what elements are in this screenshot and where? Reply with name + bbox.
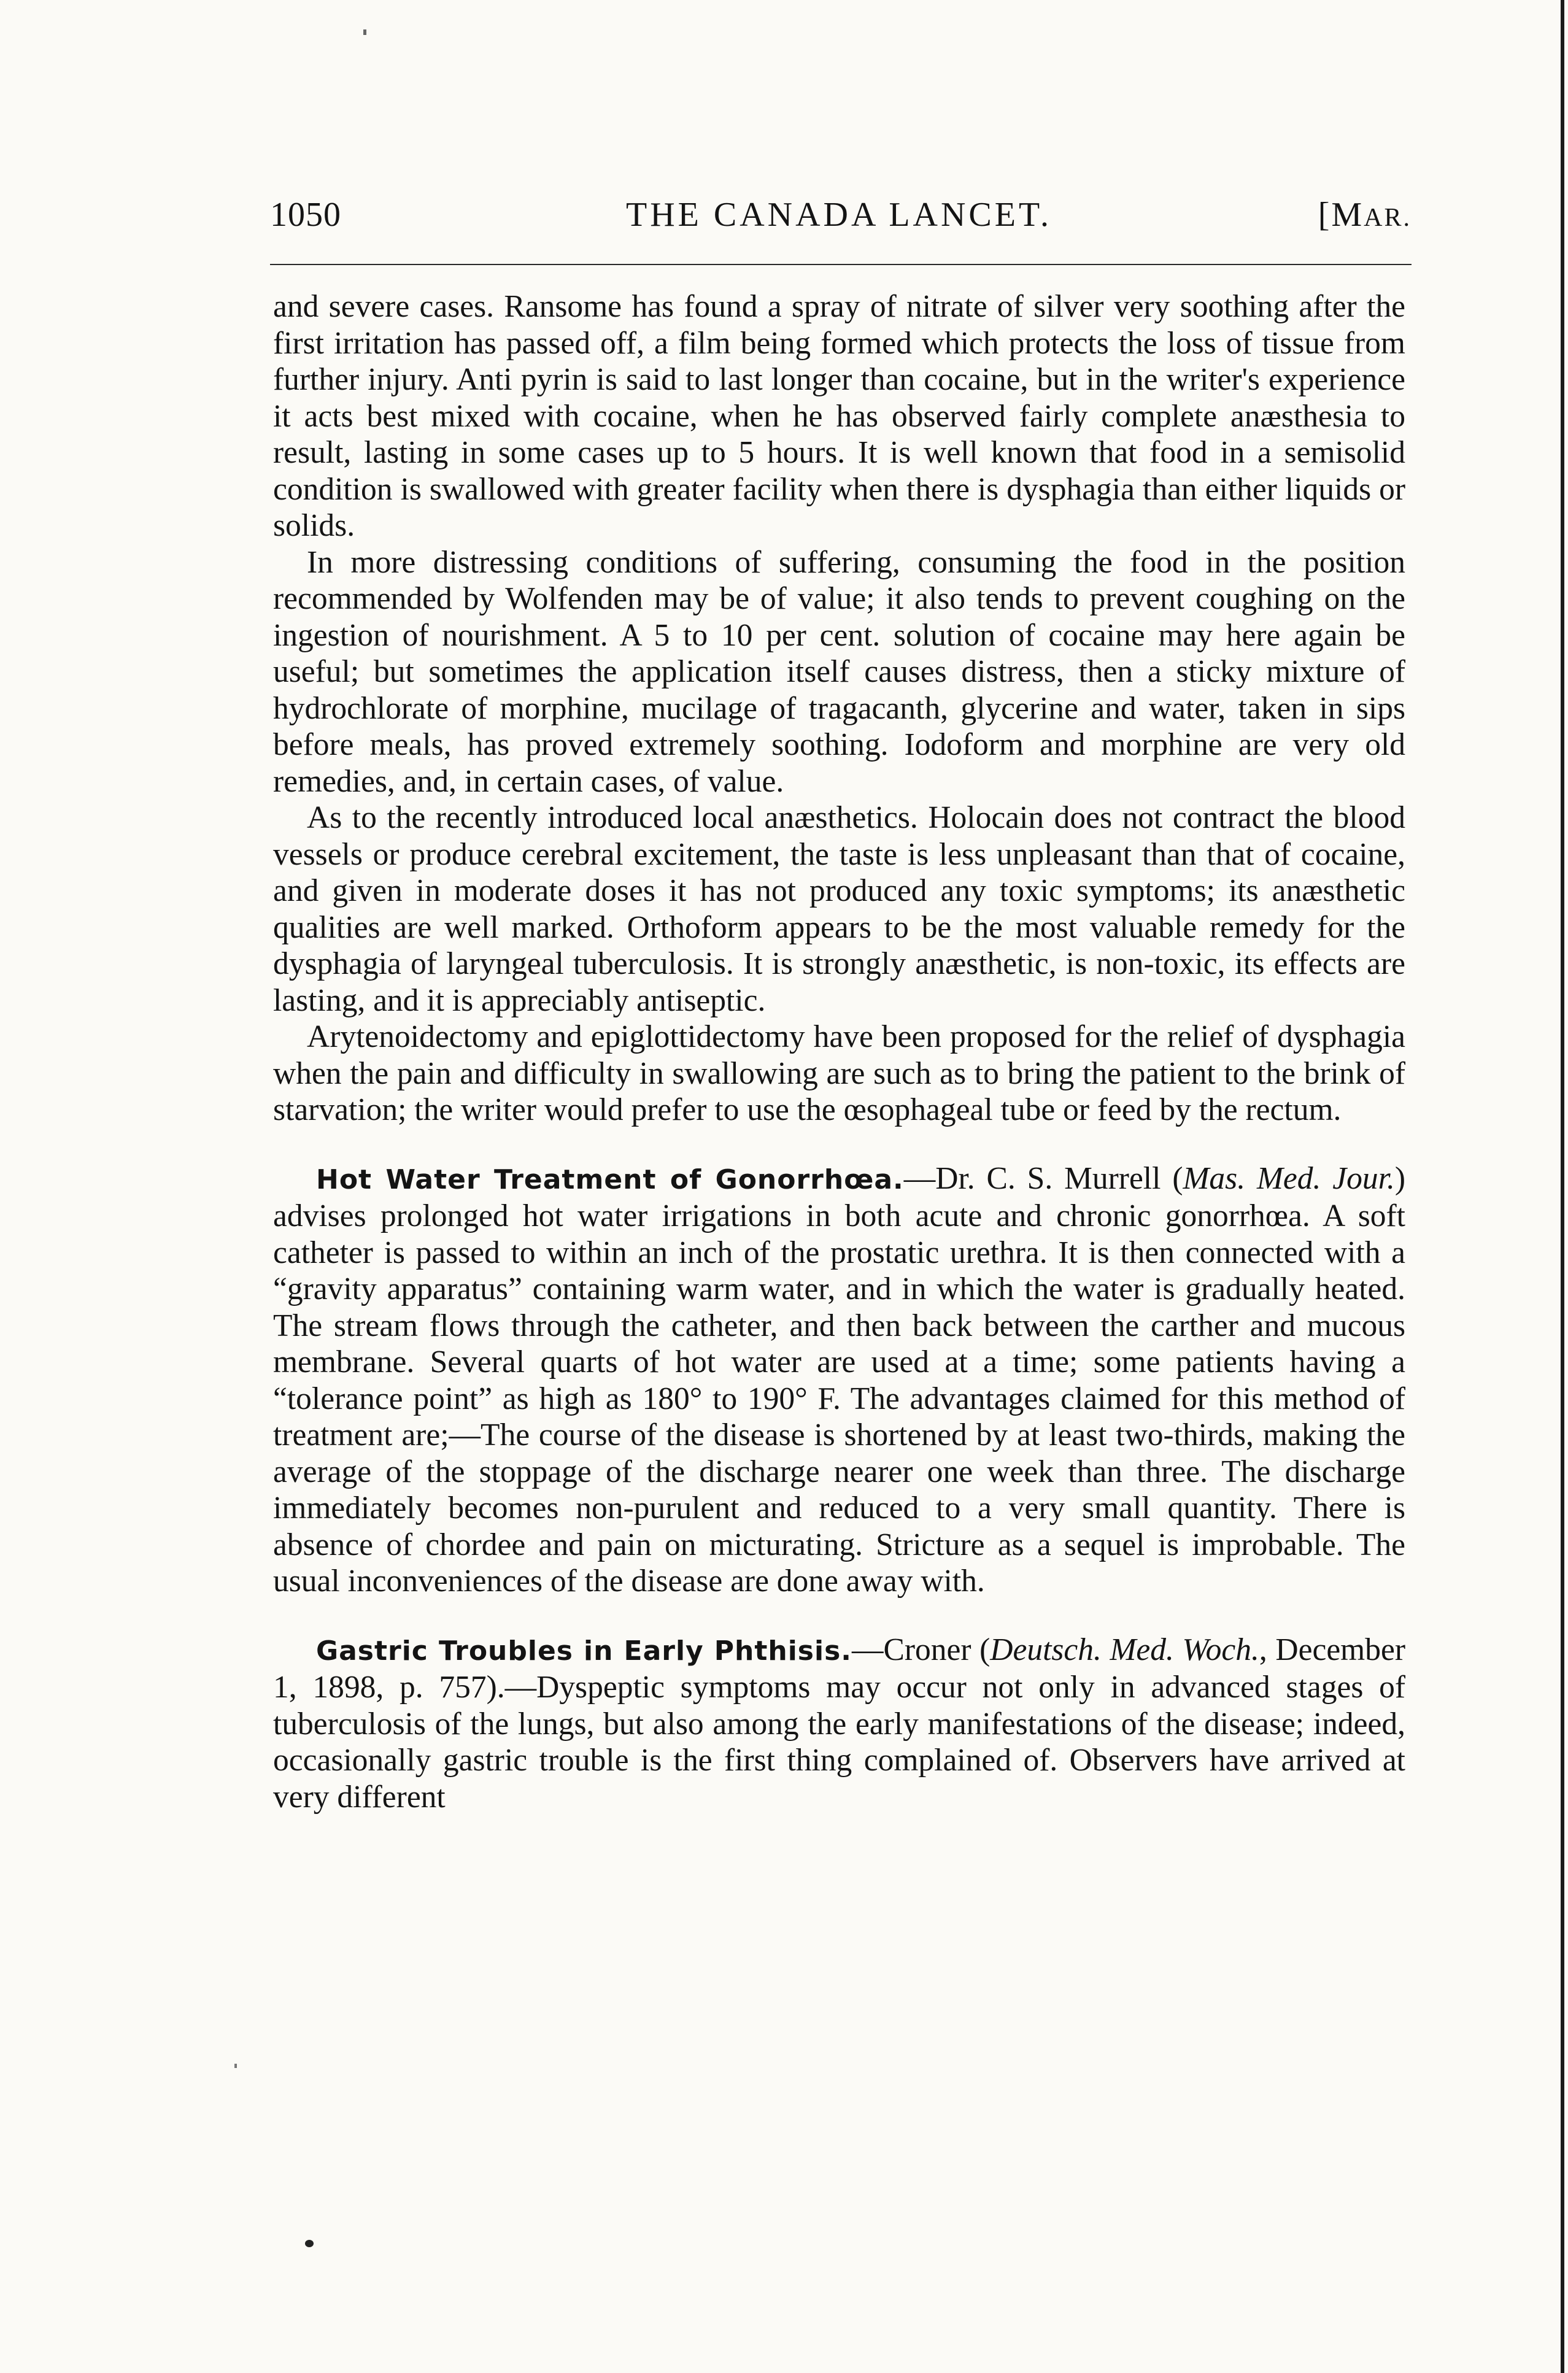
article-body — [273, 288, 1405, 1815]
journal-title: THE CANADA LANCET. — [626, 196, 1052, 234]
article-hot-water-treatment — [273, 1160, 1405, 1600]
ink-speck — [234, 2064, 237, 2068]
author-citation: —Dr. C. S. Murrell ( — [903, 1160, 1183, 1196]
section-text: , December 1, 1898, p. 757).—Dyspeptic symptoms may occur not only in advanced stages of tuberculosis of the lungs, but also among the early manifestations of the disease; indeed, occasionally gastric trouble is the first thing complained of. Observers have arrived at very different — [273, 1632, 1405, 1815]
paragraph: As to the recently introduced local anæsthetics. Holocain does not contract the blood vessels or produce cerebral excitement, the taste is less unpleasant than that of cocaine, and given in moderate doses it has not produced any toxic symptoms; its anæsthetic qualities are well marked. Orthoform appears to be the most valuable remedy for the dysphagia of laryngeal tuberculosis. It is strongly anæsthetic, is non-toxic, its effects are lasting, and it is appreciably antiseptic. — [273, 800, 1405, 1018]
author-citation: —Croner ( — [851, 1632, 991, 1667]
section-text: advises prolonged hot water irrigations in both acute and chronic gonorrhœa. A soft catheter is passed to within an inch of the prostatic urethra. It is then connected with a “gravity apparatus” containing warm water, and in which the water is gradually heated. The stream flows through the catheter, and then back between the carther and mucous membrane. Several quarts of hot water are used at a time; some patients having a “tolerance point” as high as 180° to 190° F. The advantages claimed for this method of treatment are;—The course of the disease is shortened by at least two-thirds, making the average of the stoppage of the discharge nearer one week than three. The discharge immediately becomes non-purulent and reduced to a very small quantity. There is absence of chordee and pain on micturating. Stricture as a sequel is improbable. The usual inconveniences of the disease are done away with. — [273, 1198, 1405, 1599]
source-journal: Mas. Med. Jour. — [1183, 1160, 1395, 1196]
page-header — [270, 195, 1412, 250]
issue-month — [1318, 195, 1412, 234]
ink-speck — [363, 29, 366, 35]
page-edge-line — [1561, 0, 1564, 2373]
issue-month-rest: AR. — [1364, 204, 1412, 232]
issue-month-initial: [M — [1318, 196, 1364, 234]
header-rule — [270, 264, 1412, 265]
paragraph: Arytenoidectomy and epiglottidectomy have been proposed for the relief of dysphagia when the pain and difficulty in swallowing are such as to bring the patient to the brink of starvation; the writer would prefer to use the œsophageal tube or feed by the rectum. — [273, 1019, 1405, 1127]
section-heading: Gastric Troubles in Early Phthisis. — [316, 1635, 852, 1667]
page-number: 1050 — [270, 196, 341, 234]
paragraph: In more distressing conditions of suffering, consuming the food in the position recommended by Wolfenden may be of value; it also tends to prevent coughing on the ingestion of nourishment. A 5 to 10 per cent. solution of cocaine may here again be useful; but sometimes the application itself causes distress, then a sticky mixture of hydrochlorate of morphine, mucilage of tragacanth, glycerine and water, taken in sips before meals, has proved extremely soothing. Iodoform and morphine are very old remedies, and, in certain cases, of value. — [273, 544, 1405, 799]
section-heading: Hot Water Treatment of Gonorrhœa. — [316, 1163, 904, 1195]
paragraph-continued: and severe cases. Ransome has found a spray of nitrate of silver very soothing after the first irritation has passed off, a film being formed which protects the loss of tissue from further injury. Anti pyrin is said to last longer than cocaine, but in the writer's experience it acts best mixed with cocaine, when he has observed fairly complete anæsthesia to result, lasting in some cases up to 5 hours. It is well known that food in a semisolid condition is swallowed with greater facility when there is dysphagia than either liquids or solids. — [273, 289, 1405, 543]
citation-close: ) — [1394, 1160, 1405, 1196]
ink-speck — [305, 2240, 314, 2247]
article-gastric-troubles — [273, 1632, 1405, 1816]
source-journal: Deutsch. Med. Woch. — [990, 1632, 1259, 1667]
